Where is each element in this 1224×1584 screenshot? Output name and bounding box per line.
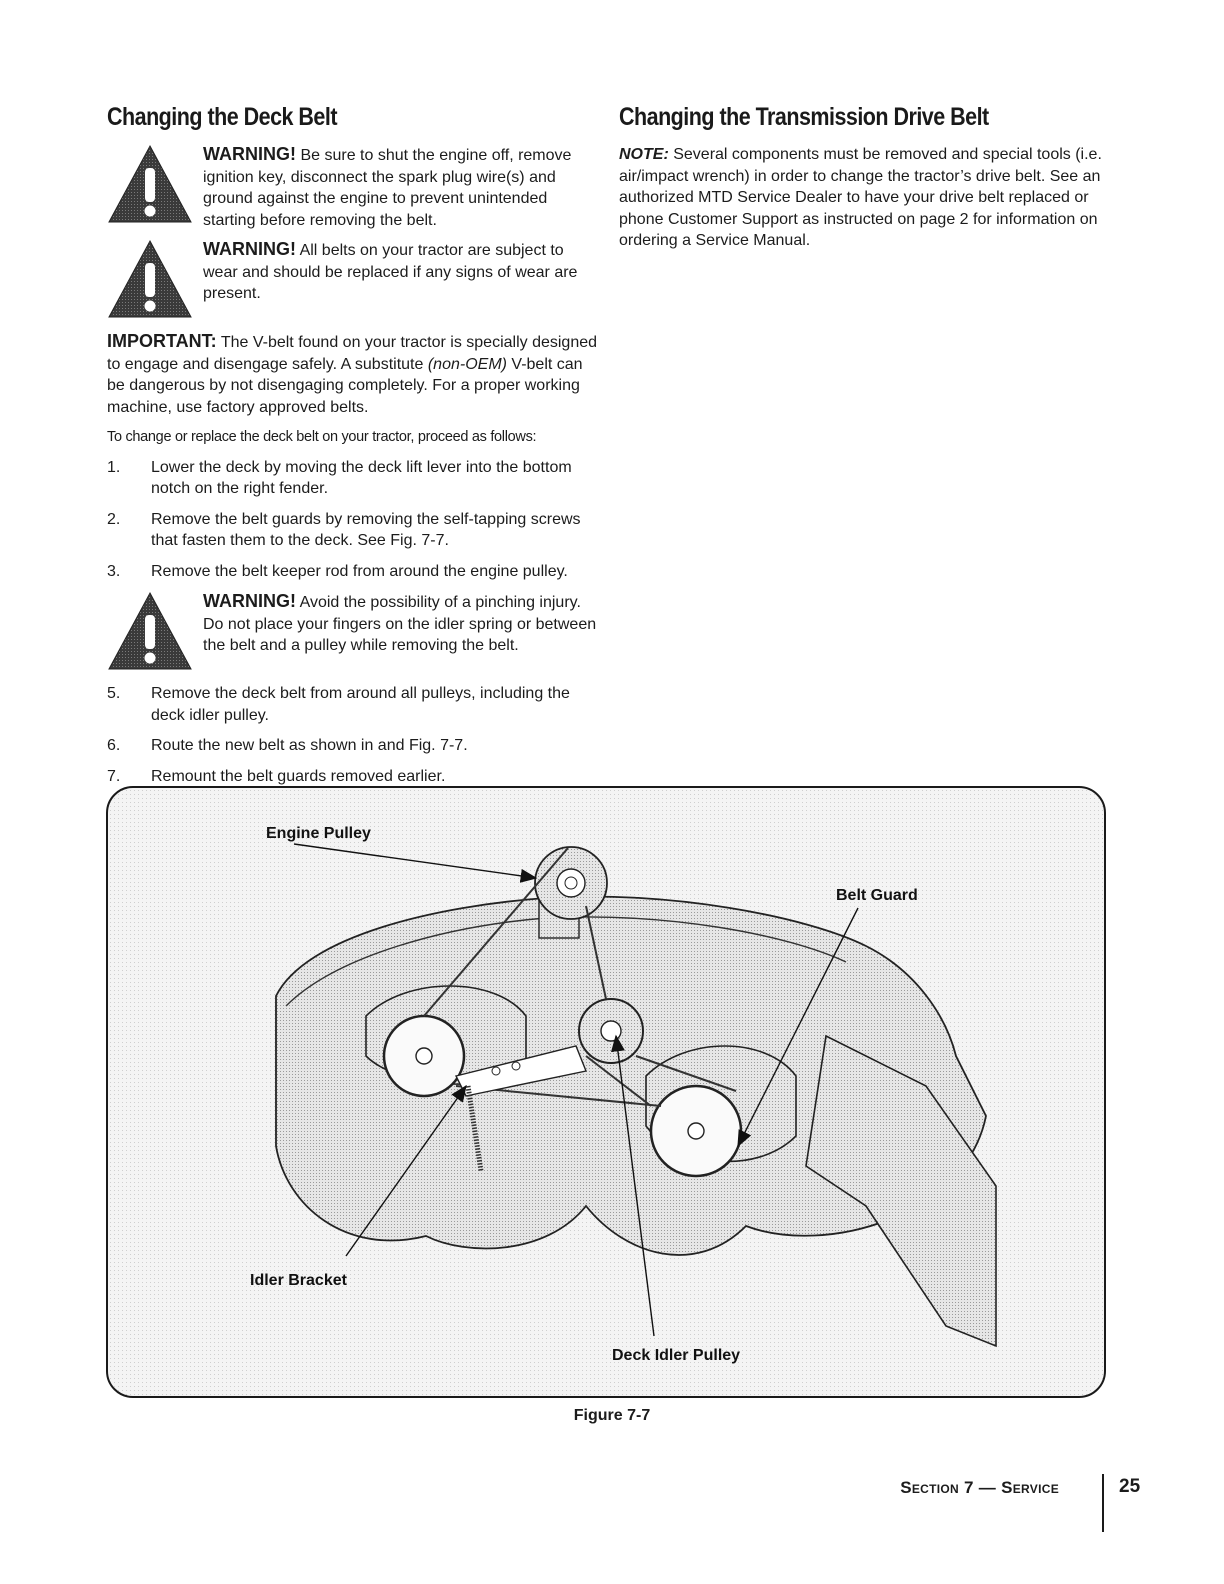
important-italic: (non-OEM) <box>427 355 507 373</box>
step-number: 5. <box>107 685 121 702</box>
warning-block-2 <box>107 239 599 323</box>
note-label: NOTE: <box>619 146 669 163</box>
important-note <box>107 331 599 418</box>
step-text: Lower the deck by moving the deck lift lever into the bottom notch on the right fender. <box>151 458 572 497</box>
step-text: Route the new belt as shown in and Fig. 7-7. <box>151 737 468 754</box>
note-text: Several components must be removed and special tools (i.e. air/impact wrench) in order to change the tractor’s drive belt. See an authorized MTD Service Dealer to have your drive belt replaced or phone Customer Support as instructed on page 2 for information on ordering a Service Manual. <box>619 146 1102 249</box>
warning-text: All belts on your tractor are subject to wear and should be replaced if any signs of wear are present. <box>203 242 578 302</box>
step-number: 1. <box>107 458 121 476</box>
footer-divider <box>1102 1474 1104 1532</box>
step-number: 2. <box>107 510 121 528</box>
warning-icon <box>107 591 193 671</box>
label-idler-bracket: Idler Bracket <box>250 1272 347 1289</box>
warning-icon <box>107 144 193 224</box>
warning-text: Avoid the possibility of a pinching injury. Do not place your fingers on the idler spring or between the belt and a pulley while removing the belt. <box>203 594 597 654</box>
transmission-note <box>619 144 1114 252</box>
steps-list-a <box>107 457 599 583</box>
left-spindle-pulley <box>384 1016 464 1096</box>
warning-block-1 <box>107 144 599 231</box>
important-label: IMPORTANT: <box>107 331 217 351</box>
warning-block-3 <box>107 591 599 675</box>
step-number: 6. <box>107 737 121 754</box>
section-footer: Section 7 — Service <box>900 1478 1059 1497</box>
step-text: Remove the deck belt from around all pulleys, including the deck idler pulley. <box>151 685 570 724</box>
step-text: Remount the belt guards removed earlier. <box>151 767 446 785</box>
warning-text: Be sure to shut the engine off, remove ignition key, disconnect the spark plug wire(s) and ground against the engine to prevent unintended starting before removing the belt. <box>203 147 572 229</box>
figure-caption: Figure 7-7 <box>573 1407 651 1424</box>
important-text: The V-belt found on your tractor is specially designed to engage and disengage safely. A substitute <box>107 334 598 373</box>
deck-belt-heading: Changing the Deck Belt <box>107 103 337 131</box>
right-spindle-pulley <box>651 1086 741 1176</box>
label-deck-idler-pulley: Deck Idler Pulley <box>612 1347 741 1364</box>
left-column <box>107 103 599 796</box>
deck-belt-diagram <box>106 786 1106 1400</box>
warning-label: WARNING! <box>203 591 296 611</box>
list-item <box>107 735 599 757</box>
steps-list-b <box>107 683 599 787</box>
list-item <box>107 561 599 583</box>
step-number: 7. <box>107 767 121 785</box>
list-item <box>107 509 599 552</box>
list-item <box>107 766 599 788</box>
list-item <box>107 683 599 726</box>
deck-idler-pulley <box>579 999 643 1063</box>
step-number: 3. <box>107 562 121 580</box>
step-text: Remove the belt keeper rod from around the engine pulley. <box>151 562 568 580</box>
procedure-intro: To change or replace the deck belt on your tractor, proceed as follows: <box>107 429 537 445</box>
transmission-belt-heading: Changing the Transmission Drive Belt <box>619 103 989 131</box>
warning-icon <box>107 239 193 319</box>
page-number: 25 <box>1119 1476 1141 1497</box>
label-belt-guard: Belt Guard <box>836 887 918 904</box>
important-text-end: V-belt can be dangerous by not disengaging completely. For a proper working machine, use factory approved belts. <box>107 355 583 416</box>
warning-label: WARNING! <box>203 144 296 164</box>
warning-label: WARNING! <box>203 239 296 259</box>
label-engine-pulley: Engine Pulley <box>266 825 371 842</box>
right-column <box>619 103 1114 252</box>
list-item <box>107 457 599 500</box>
step-text: Remove the belt guards by removing the self-tapping screws that fasten them to the deck. See Fig. 7-7. <box>151 510 581 549</box>
